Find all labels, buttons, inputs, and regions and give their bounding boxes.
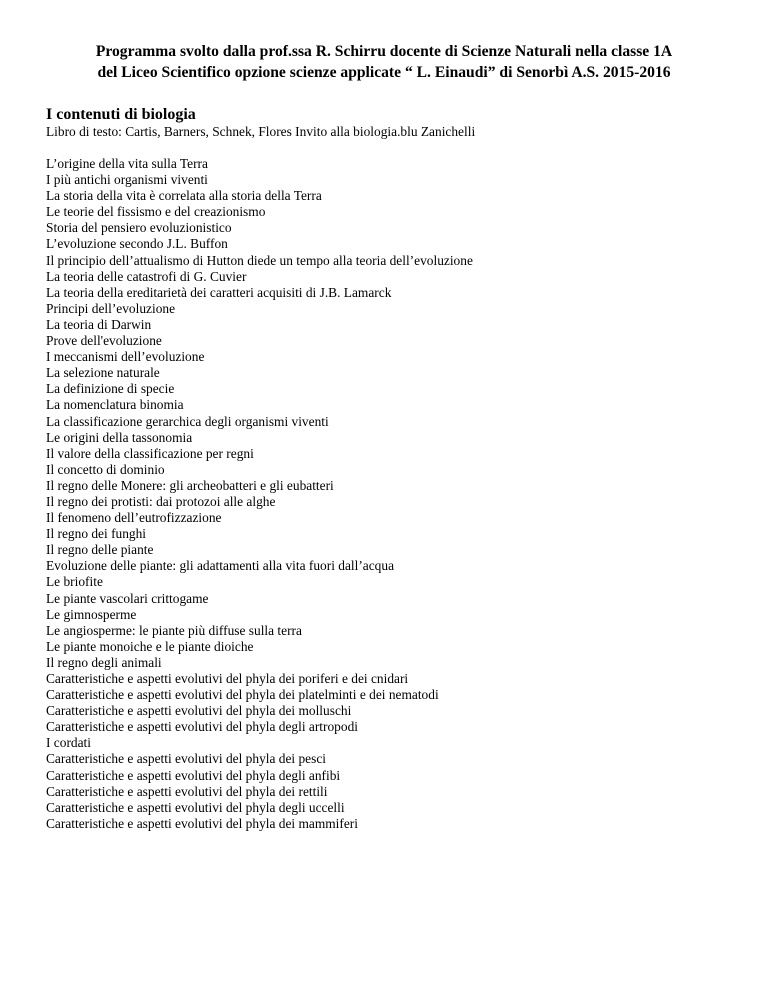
topic-item: Evoluzione delle piante: gli adattamenti alla vita fuori dall’acqua <box>46 558 395 574</box>
topic-item: Caratteristiche e aspetti evolutivi del phyla degli anfibi <box>46 767 341 783</box>
topic-item: Caratteristiche e aspetti evolutivi del phyla dei pesci <box>46 751 326 767</box>
topic-item: La teoria delle catastrofi di G. Cuvier <box>46 268 247 284</box>
topic-item: Storia del pensiero evoluzionistico <box>46 220 232 236</box>
topic-item: I più antichi organismi viventi <box>46 172 208 188</box>
topic-item: Il fenomeno dell’eutrofizzazione <box>46 510 222 526</box>
textbook-reference: Libro di testo: Cartis, Barners, Schnek, Flores Invito alla biologia.blu Zanichelli <box>46 124 476 139</box>
topic-item: Il valore della classificazione per regni <box>46 445 254 461</box>
topic-item: La classificazione gerarchica degli organismi viventi <box>46 413 329 429</box>
topic-item: Le origini della tassonomia <box>46 429 193 445</box>
topic-item: Il regno delle Monere: gli archeobatteri e gli eubatteri <box>46 477 334 493</box>
topic-item: I meccanismi dell’evoluzione <box>46 349 205 365</box>
topic-item: Le angiosperme: le piante più diffuse sulla terra <box>46 622 302 638</box>
topic-item: L’origine della vita sulla Terra <box>46 156 208 171</box>
document-title <box>0 41 768 83</box>
topic-item: La selezione naturale <box>46 365 160 381</box>
topic-item: Le piante vascolari crittogame <box>46 590 209 606</box>
topic-item: Caratteristiche e aspetti evolutivi del phyla degli uccelli <box>46 799 345 815</box>
topic-item: Il principio dell’attualismo di Hutton diede un tempo alla teoria dell’evoluzione <box>46 252 473 268</box>
topics-list <box>46 156 473 832</box>
topic-item: Il regno delle piante <box>46 542 154 558</box>
topic-item: Caratteristiche e aspetti evolutivi del phyla dei rettili <box>46 783 328 799</box>
topic-item: La storia della vita è correlata alla storia della Terra <box>46 188 322 204</box>
topic-item: Prove dell'evoluzione <box>46 333 162 349</box>
topic-item: La teoria della ereditarietà dei caratteri acquisiti di J.B. Lamarck <box>46 284 392 300</box>
topic-item: Caratteristiche e aspetti evolutivi del phyla dei poriferi e dei cnidari <box>46 671 409 686</box>
topic-item: Principi dell’evoluzione <box>46 300 176 316</box>
section-heading: I contenuti di biologia <box>46 106 196 123</box>
topic-item: Le teorie del fissismo e del creazionismo <box>46 204 266 220</box>
topic-item: Caratteristiche e aspetti evolutivi del phyla dei platelminti e dei nematodi <box>46 687 439 703</box>
topic-item: Caratteristiche e aspetti evolutivi del phyla degli artropodi <box>46 719 358 735</box>
topic-item: Il regno dei funghi <box>46 526 147 542</box>
topic-item: La teoria di Darwin <box>46 316 152 332</box>
topic-item: Caratteristiche e aspetti evolutivi del phyla dei molluschi <box>46 703 352 719</box>
topic-item: Le briofite <box>46 574 103 590</box>
topic-item: L’evoluzione secondo J.L. Buffon <box>46 236 228 252</box>
topic-item: La nomenclatura binomia <box>46 397 184 413</box>
topic-item: La definizione di specie <box>46 381 175 397</box>
topic-item: Caratteristiche e aspetti evolutivi del phyla dei mammiferi <box>46 815 358 831</box>
topic-item: Il concetto di dominio <box>46 461 165 477</box>
title-line-1: Programma svolto dalla prof.ssa R. Schirru docente di Scienze Naturali nella classe 1A <box>95 43 673 60</box>
topic-item: Le gimnosperme <box>46 606 137 622</box>
topic-item: Le piante monoiche e le piante dioiche <box>46 638 254 654</box>
topic-item: I cordati <box>46 735 91 751</box>
topic-item: Il regno dei protisti: dai protozoi alle alghe <box>46 493 276 509</box>
title-line-2: del Liceo Scientifico opzione scienze applicate “ L. Einaudi” di Senorbì A.S. 2015-2016 <box>97 64 671 81</box>
topic-item: Il regno degli animali <box>46 654 162 670</box>
